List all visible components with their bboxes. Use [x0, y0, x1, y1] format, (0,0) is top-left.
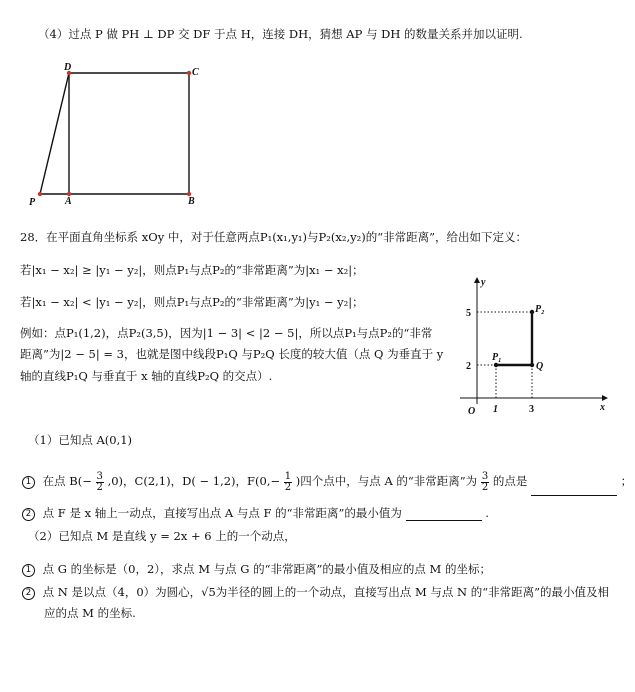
- example-line-1: 例如：点P₁(1,2)，点P₂(3,5)，因为|1 − 3| < |2 − 5|，所以点P₁与点P₂的“非常: [20, 326, 433, 340]
- sub1b-end: .: [485, 506, 489, 521]
- label-C: C: [192, 67, 199, 78]
- part1-text: （1）已知点 A(0,1): [28, 433, 133, 447]
- definition-2: 若|x₁ − x₂| < |y₁ − y₂|，则点P₁与点P₂的“非常距离”为|y₁ − y₂|；: [20, 295, 364, 309]
- sub2a-line: [22, 563, 491, 577]
- example-line-3: 轴的直线P₁Q 与垂直于 x 轴的直线P₂Q 的交点）.: [20, 369, 273, 383]
- label-A: A: [65, 196, 72, 207]
- tick-3: 3: [529, 404, 534, 415]
- circle-marker-2a: 1: [22, 564, 35, 577]
- part4-text: （4）过点 P 做 PH ⊥ DP 交 DF 于点 H，连接 DH，猜想 AP 与 DH 的数量关系并加以证明.: [38, 27, 523, 41]
- label-P2: P₂: [535, 304, 545, 315]
- fraction-target: $\frac{3}{2}$: [481, 470, 489, 493]
- figure-square: [20, 58, 220, 208]
- label-Q: Q: [536, 361, 544, 372]
- circle-marker-2: 2: [22, 508, 35, 521]
- label-P1: P₁: [492, 352, 502, 363]
- label-y: y: [481, 277, 486, 288]
- fraction-b: $\frac{3}{2}$: [96, 470, 103, 493]
- part2-text: （2）已知点 M 是直线 y = 2x + 6 上的一个动点，: [28, 529, 296, 543]
- circle-marker-1: 1: [22, 476, 35, 489]
- answer-blank-2[interactable]: [406, 507, 482, 521]
- label-x: x: [600, 402, 605, 413]
- label-D: D: [64, 62, 72, 73]
- tick-5: 5: [466, 308, 471, 319]
- q28-intro: 28．在平面直角坐标系 xOy 中，对于任意两点P₁(x₁,y₁)与P₂(x₂,y₂)的“非常距离”，给出如下定义：: [20, 230, 527, 244]
- answer-blank-1[interactable]: [531, 479, 617, 496]
- sub1b-text: 点 F 是 x 轴上一动点，直接写出点 A 与点 F 的“非常距离”的最小值为: [42, 506, 402, 521]
- example-line-2: 距离”为|2 − 5| = 3，也就是图中线段P₁Q 与P₂Q 长度的较大值（点 Q 为垂直于 y: [20, 347, 444, 361]
- sub1a-line: [22, 466, 632, 496]
- label-B: B: [188, 196, 195, 207]
- figure-coordinates: [452, 272, 612, 422]
- circle-marker-2b: 2: [22, 587, 35, 600]
- sub2b-text-1: 点 N 是以点（4，0）为圆心，√5为半径的圆上的一个动点，直接写出点 M 与点 N 的“非常距离”的最小值及相: [42, 585, 610, 599]
- sub1a-end: ；: [620, 474, 633, 488]
- sub1b-line: [22, 507, 489, 521]
- label-O: O: [468, 406, 476, 417]
- label-P: P: [29, 197, 36, 208]
- definition-1: 若|x₁ − x₂| ≥ |y₁ − y₂|，则点P₁与点P₂的“非常距离”为|x₁ − x₂|；: [20, 263, 364, 277]
- sub1a-post: )四个点中，与点 A 的“非常距离”为: [295, 474, 478, 488]
- sub2b-line: [22, 586, 609, 600]
- sub2a-text: 点 G 的坐标是（0，2），求点 M 与点 G 的“非常距离”的最小值及相应的点 M 的坐标；: [42, 562, 491, 576]
- sub1a-tail: 的点是: [492, 474, 528, 488]
- sub1a-pre: 在点 B(−: [42, 474, 92, 488]
- sub2b-text-2: 应的点 M 的坐标.: [44, 606, 136, 620]
- sub1a-mid: ,0)，C(2,1)，D( − 1,2)，F(0,−: [107, 474, 281, 488]
- tick-2: 2: [466, 361, 471, 372]
- tick-1: 1: [493, 404, 498, 415]
- fraction-f: $\frac{1}{2}$: [284, 470, 292, 493]
